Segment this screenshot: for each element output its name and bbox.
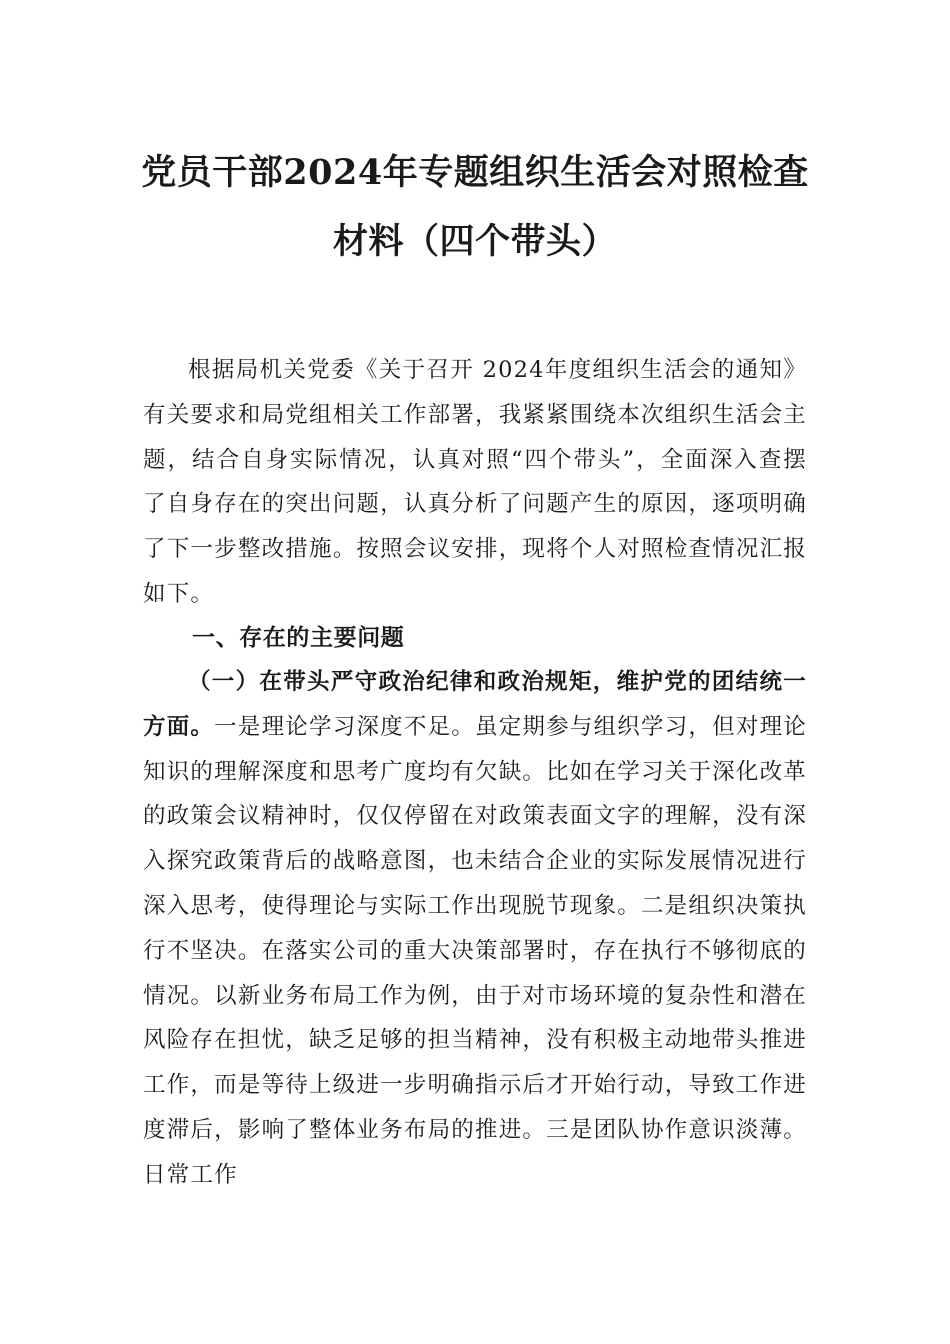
intro-paragraph: 根据局机关党委《关于召开 2024年度组织生活会的通知》有关要求和局党组相关工作部署，我紧紧围绕本次组织生活会主题，结合自身实际情况，认真对照“四个带头”，全面深入查摆了自身存在的突出问题，认真分析了问题产生的原因，逐项明确了下一步整改措施。按照会议安排，现将个人对照检查情况汇报如下。 bbox=[143, 357, 807, 607]
body-paragraph-text: 一是理论学习深度不足。虽定期参与组织学习，但对理论知识的理解深度和思考广度均有欠缺。比如在学习关于深化改革的政策会议精神时，仅仅停留在对政策表面文字的理解，没有深入探究政策背后的战略意图，也未结合企业的实际发展情况进行深入思考，使得理论与实际工作出现脱节现象。二是组织决策执行不坚决。在落实公司的重大决策部署时，存在执行不够彻底的情况。以新业务布局工作为例，由于对市场环境的复杂性和潜在风险存在担忧，缺乏足够的担当精神，没有积极主动地带头推进工作，而是等待上级进一步明确指示后才开始行动，导致工作进度滞后，影响了整体业务布局的推进。三是团队协作意识淡薄。日常工作 bbox=[143, 713, 807, 1188]
body-paragraph bbox=[143, 660, 807, 1198]
subsection-heading: （一）在带头严守政治纪律和政治规矩，维护党的团结统一方面。 bbox=[143, 669, 807, 740]
section-heading: 一、存在的主要问题 bbox=[192, 625, 405, 651]
document-title-line-2: 材料（四个带头） bbox=[332, 221, 617, 262]
document-title-line-1: 党员干部2024年专题组织生活会对照检查 bbox=[141, 152, 809, 193]
